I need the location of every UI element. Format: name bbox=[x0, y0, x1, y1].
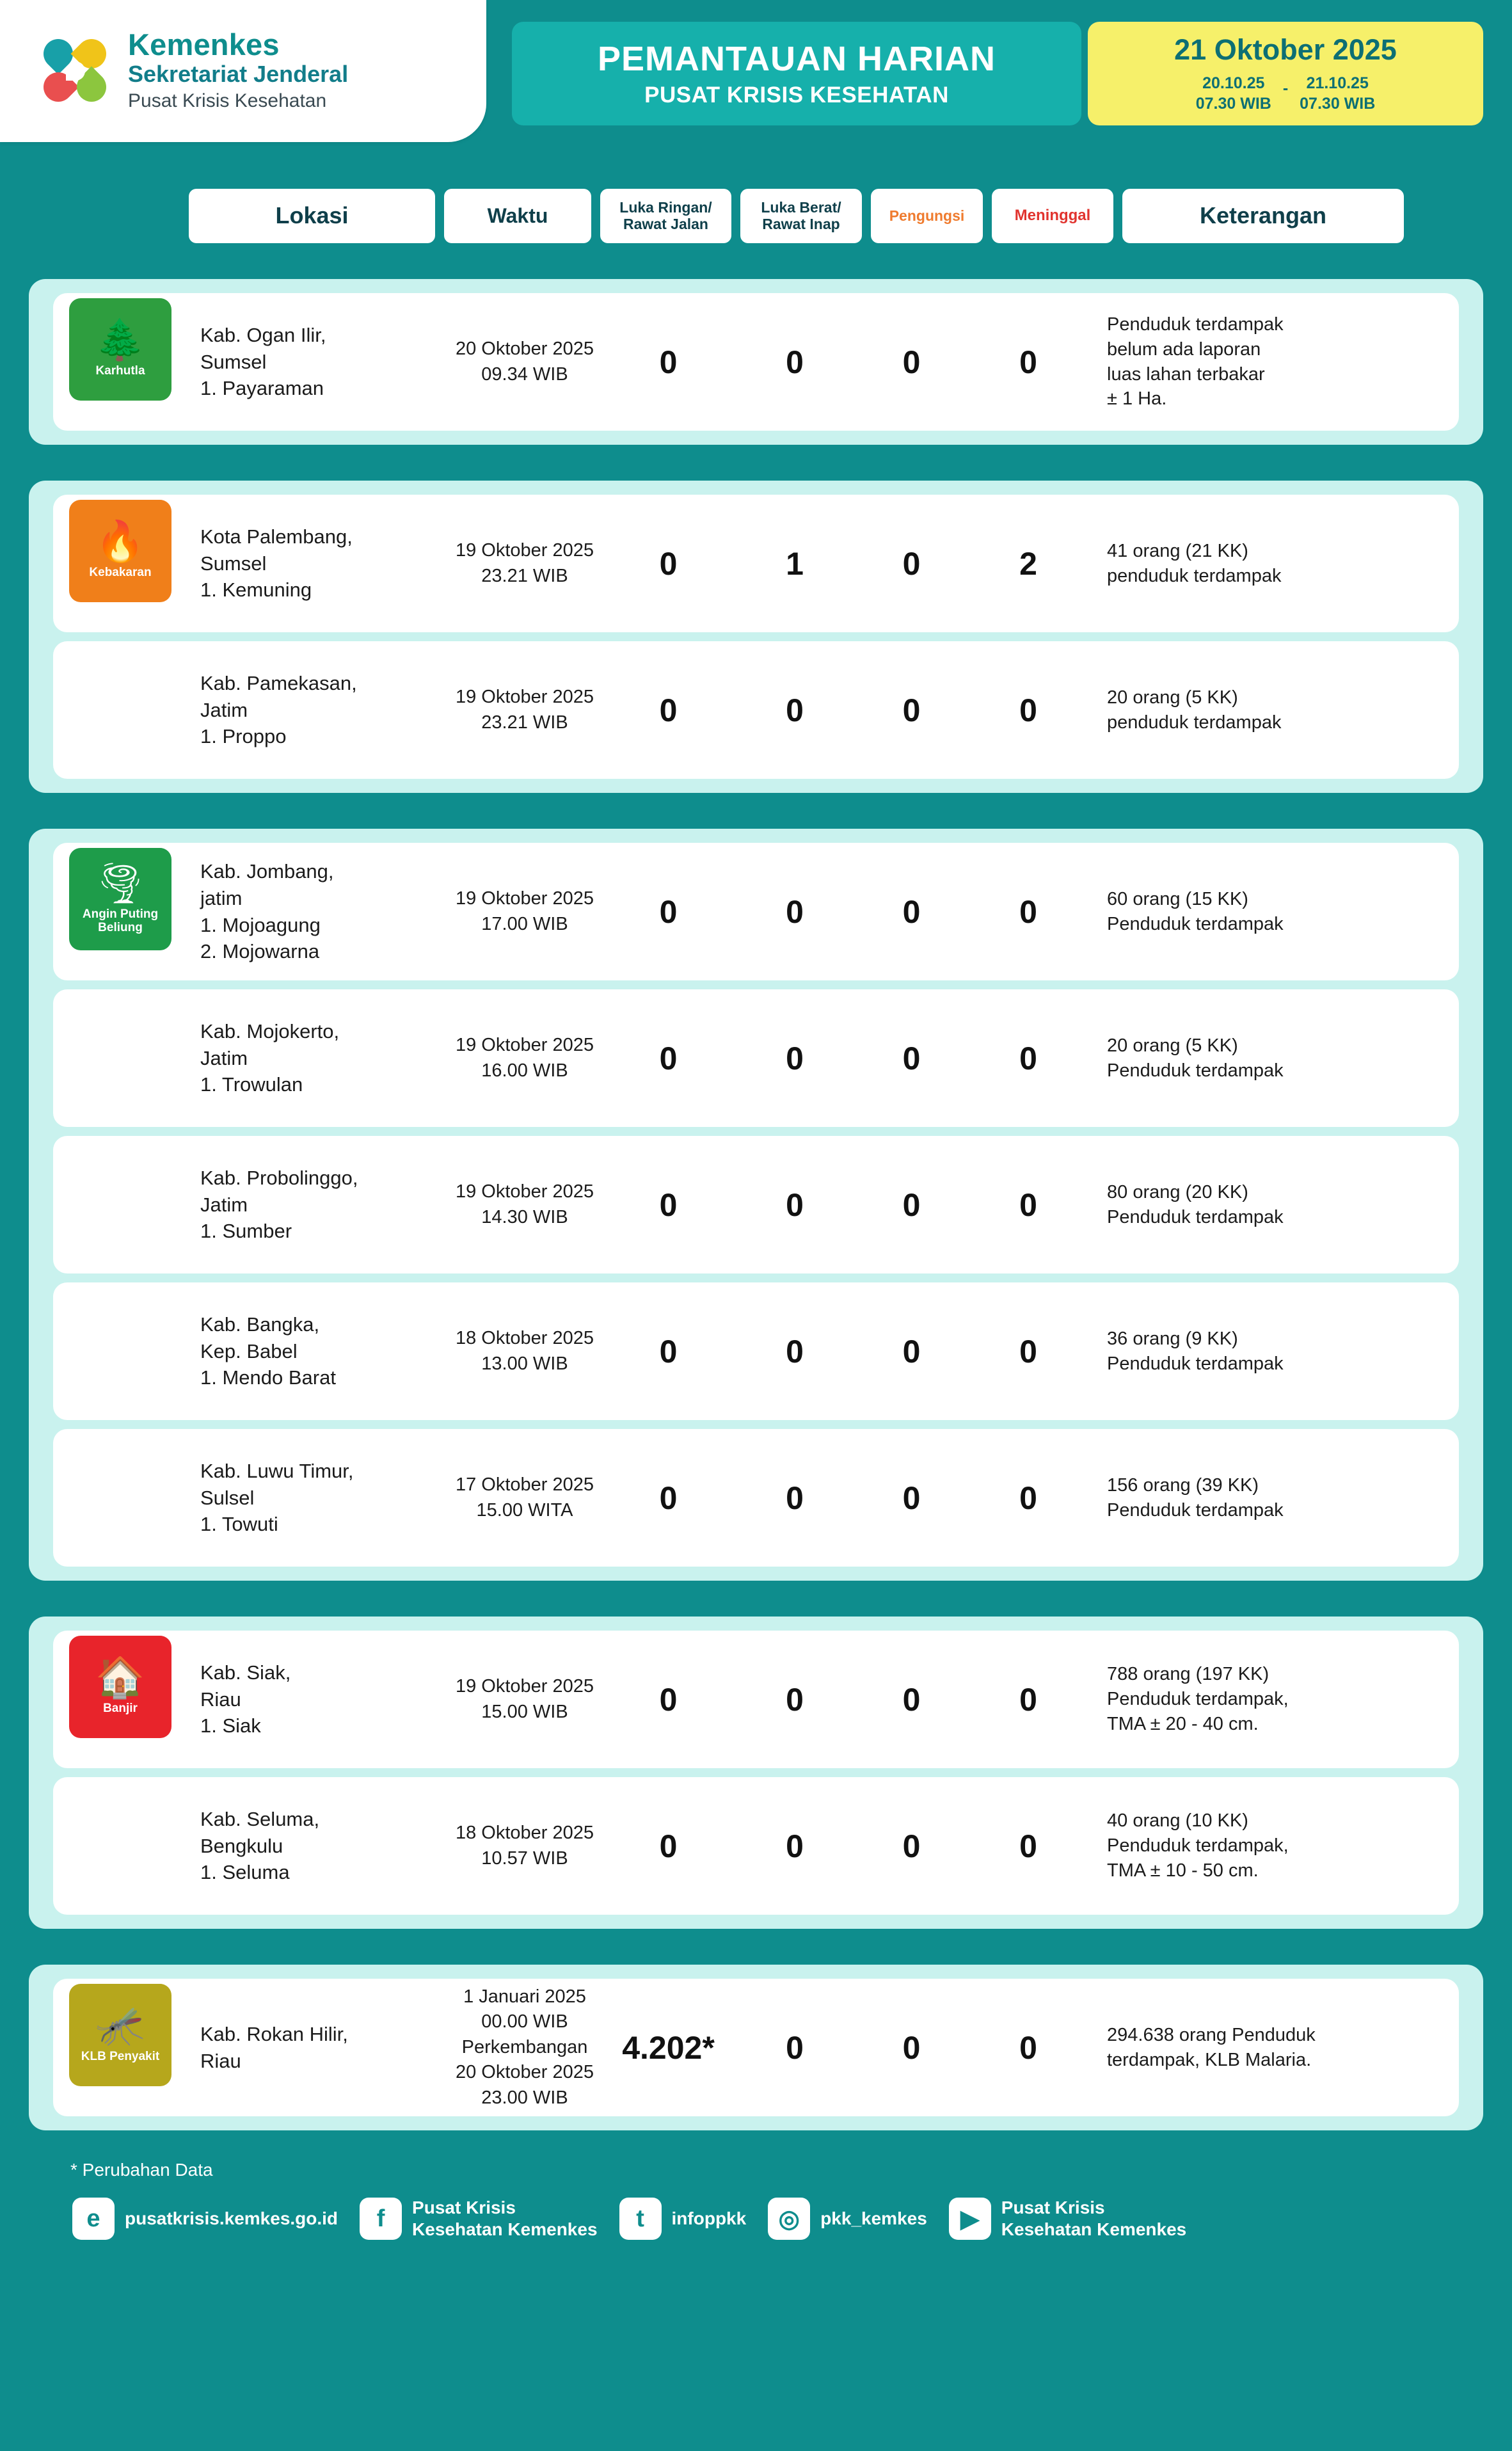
footer-item[interactable] bbox=[768, 2198, 927, 2240]
cell-keterangan bbox=[1089, 1473, 1383, 1523]
incident-group bbox=[29, 1617, 1483, 1929]
cell-luka-ringan: 0 bbox=[659, 1480, 678, 1516]
waktu-line: 20 Oktober 2025 bbox=[455, 339, 594, 360]
lokasi-line: 1. Trowulan bbox=[200, 1073, 303, 1096]
cell-luka-ringan: 4.202* bbox=[622, 2029, 715, 2066]
column-header-luka-berat-l2: Rawat Inap bbox=[762, 215, 840, 232]
waktu-line: 19 Oktober 2025 bbox=[455, 888, 594, 909]
cell-luka-berat: 0 bbox=[786, 893, 804, 930]
lokasi-line: 1. Siak bbox=[200, 1714, 261, 1737]
lokasi-line: Kab. Mojokerto, bbox=[200, 1020, 340, 1043]
keterangan-line: penduduk terdampak bbox=[1107, 712, 1282, 733]
keterangan-line: luas lahan terbakar bbox=[1107, 363, 1265, 385]
cell-lokasi bbox=[200, 1458, 447, 1538]
logo-line-1: Kemenkes bbox=[128, 28, 280, 62]
waktu-line: 17.00 WIB bbox=[481, 913, 568, 934]
waktu-line: 18 Oktober 2025 bbox=[455, 1328, 594, 1349]
cell-keterangan bbox=[1089, 1662, 1383, 1737]
cell-lokasi bbox=[200, 1806, 447, 1886]
cell-meninggal: 0 bbox=[1019, 2029, 1037, 2066]
cell-lokasi bbox=[200, 1165, 447, 1245]
waktu-line: Perkembangan bbox=[461, 2036, 588, 2057]
cell-keterangan bbox=[1089, 1327, 1383, 1377]
cell-waktu bbox=[447, 1473, 603, 1523]
table-row bbox=[53, 843, 1459, 980]
cell-lokasi bbox=[200, 523, 447, 603]
waktu-line: 23.21 WIB bbox=[481, 565, 568, 586]
cell-luka-berat: 0 bbox=[786, 344, 804, 380]
keterangan-line: 80 orang (20 KK) bbox=[1107, 1181, 1248, 1202]
table-row bbox=[53, 1631, 1459, 1768]
keterangan-line: Penduduk terdampak, bbox=[1107, 1835, 1289, 1856]
facebook-icon[interactable]: f bbox=[360, 2198, 402, 2240]
waktu-line: 10.57 WIB bbox=[481, 1848, 568, 1869]
cell-keterangan bbox=[1089, 685, 1383, 735]
lokasi-line: Jatim bbox=[200, 698, 248, 721]
cell-keterangan bbox=[1089, 1808, 1383, 1883]
group-spacer bbox=[0, 243, 1512, 279]
cell-luka-ringan: 0 bbox=[659, 1681, 678, 1718]
cell-luka-berat: 0 bbox=[786, 1480, 804, 1516]
footer-item[interactable] bbox=[360, 2197, 597, 2240]
footer-label-line: Pusat Krisis bbox=[1001, 2198, 1105, 2217]
incident-group bbox=[29, 279, 1483, 445]
lokasi-line: Kab. Probolinggo, bbox=[200, 1167, 358, 1190]
footnote: * Perubahan Data bbox=[70, 2160, 213, 2180]
cell-keterangan bbox=[1089, 2023, 1383, 2073]
lokasi-line: Kab. Siak, bbox=[200, 1661, 291, 1684]
keterangan-line: 156 orang (39 KK) bbox=[1107, 1474, 1259, 1496]
keterangan-line: 294.638 orang Penduduk bbox=[1107, 2024, 1316, 2045]
cell-meninggal: 0 bbox=[1019, 1186, 1037, 1223]
page-title bbox=[512, 22, 1081, 125]
footer-label-line: Kesehatan Kemenkes bbox=[412, 2219, 598, 2240]
keterangan-line: 36 orang (9 KK) bbox=[1107, 1328, 1238, 1349]
cell-luka-berat: 0 bbox=[786, 1333, 804, 1369]
cell-luka-berat: 0 bbox=[786, 1186, 804, 1223]
footer-label-line: pusatkrisis.kemkes.go.id bbox=[125, 2208, 338, 2229]
incident-group bbox=[29, 829, 1483, 1581]
column-header-keterangan: Keterangan bbox=[1122, 189, 1404, 243]
cell-waktu bbox=[447, 337, 603, 387]
flame-icon: 🔥 bbox=[95, 520, 145, 564]
column-header-luka-ringan-l2: Rawat Jalan bbox=[623, 215, 708, 232]
lokasi-line: Kab. Luwu Timur, bbox=[200, 1460, 354, 1483]
keterangan-line: Penduduk terdampak bbox=[1107, 314, 1284, 335]
cell-luka-berat: 0 bbox=[786, 1681, 804, 1718]
cell-pengungsi: 0 bbox=[902, 1333, 921, 1369]
waktu-line: 14.30 WIB bbox=[481, 1206, 568, 1227]
waktu-line: 19 Oktober 2025 bbox=[455, 1676, 594, 1697]
cell-meninggal: 2 bbox=[1019, 545, 1037, 582]
table-row bbox=[53, 1136, 1459, 1273]
mosquito-icon: 🦟 bbox=[95, 2004, 145, 2048]
range-end-time: 07.30 WIB bbox=[1300, 95, 1376, 113]
footer-item-label bbox=[1001, 2197, 1186, 2240]
lokasi-line: 1. Seluma bbox=[200, 1861, 290, 1884]
page-header bbox=[0, 0, 1512, 163]
footer-label-line: pkk_kemkes bbox=[820, 2208, 927, 2229]
keterangan-line: belum ada laporan bbox=[1107, 339, 1261, 360]
lokasi-line: Sulsel bbox=[200, 1486, 255, 1509]
cell-keterangan bbox=[1089, 887, 1383, 937]
column-header-pengungsi: Pengungsi bbox=[871, 189, 983, 243]
cell-lokasi bbox=[200, 1311, 447, 1391]
column-header-luka-ringan bbox=[600, 189, 731, 243]
instagram-icon[interactable]: ◎ bbox=[768, 2198, 810, 2240]
globe-icon[interactable]: e bbox=[72, 2198, 115, 2240]
group-badge-banjir bbox=[69, 1636, 171, 1738]
cell-luka-berat: 0 bbox=[786, 1828, 804, 1864]
cell-luka-berat: 1 bbox=[786, 545, 804, 582]
logo-text bbox=[128, 29, 348, 113]
cell-pengungsi: 0 bbox=[902, 344, 921, 380]
cell-pengungsi: 0 bbox=[902, 2029, 921, 2066]
waktu-line: 23.00 WIB bbox=[481, 2087, 568, 2108]
keterangan-line: Penduduk terdampak bbox=[1107, 1499, 1284, 1521]
table-row bbox=[53, 495, 1459, 632]
cell-waktu bbox=[447, 685, 603, 735]
cell-meninggal: 0 bbox=[1019, 1333, 1037, 1369]
waktu-line: 16.00 WIB bbox=[481, 1060, 568, 1081]
waktu-line: 15.00 WITA bbox=[476, 1499, 573, 1521]
lokasi-line: 1. Sumber bbox=[200, 1220, 292, 1243]
footer-item-label bbox=[820, 2208, 927, 2230]
cell-luka-ringan: 0 bbox=[659, 344, 678, 380]
keterangan-line: Penduduk terdampak, bbox=[1107, 1689, 1289, 1710]
table-row bbox=[53, 293, 1459, 431]
waktu-line: 17 Oktober 2025 bbox=[455, 1474, 594, 1496]
range-start-date: 20.10.25 bbox=[1202, 74, 1265, 92]
group-badge-label: Banjir bbox=[103, 1702, 138, 1716]
logo-card bbox=[0, 0, 486, 142]
keterangan-line: Penduduk terdampak bbox=[1107, 913, 1284, 934]
keterangan-line: 788 orang (197 KK) bbox=[1107, 1664, 1269, 1685]
cell-pengungsi: 0 bbox=[902, 1186, 921, 1223]
youtube-icon[interactable]: ▶ bbox=[949, 2198, 991, 2240]
lokasi-line: Sumsel bbox=[200, 552, 267, 575]
waktu-line: 15.00 WIB bbox=[481, 1701, 568, 1722]
column-header-luka-berat-l1: Luka Berat/ bbox=[761, 198, 841, 216]
waktu-line: 19 Oktober 2025 bbox=[455, 540, 594, 561]
incident-group bbox=[29, 481, 1483, 793]
date-range bbox=[1196, 73, 1376, 115]
cell-luka-berat: 0 bbox=[786, 2029, 804, 2066]
table-row bbox=[53, 989, 1459, 1127]
cell-luka-ringan: 0 bbox=[659, 692, 678, 728]
waktu-line: 20 Oktober 2025 bbox=[455, 2062, 594, 2083]
table-row bbox=[53, 1282, 1459, 1420]
footer-item[interactable] bbox=[619, 2198, 747, 2240]
waktu-line: 23.21 WIB bbox=[481, 712, 568, 733]
group-badge-label: Angin Puting Beliung bbox=[82, 907, 159, 934]
cell-waktu bbox=[447, 1179, 603, 1230]
table-row bbox=[53, 1777, 1459, 1915]
table-row bbox=[53, 641, 1459, 779]
footer-item-label bbox=[672, 2208, 747, 2230]
footer-item[interactable] bbox=[72, 2198, 338, 2240]
cell-waktu bbox=[447, 1033, 603, 1083]
cell-pengungsi: 0 bbox=[902, 1681, 921, 1718]
column-header-waktu: Waktu bbox=[444, 189, 591, 243]
date-panel bbox=[1088, 22, 1483, 125]
lokasi-line: Kab. Jombang, bbox=[200, 860, 334, 883]
lokasi-line: Kab. Ogan Ilir, bbox=[200, 324, 326, 347]
cell-luka-ringan: 0 bbox=[659, 545, 678, 582]
lokasi-line: Bengkulu bbox=[200, 1834, 283, 1857]
group-spacer bbox=[0, 1581, 1512, 1617]
lokasi-line: 2. Mojowarna bbox=[200, 940, 320, 963]
cell-luka-ringan: 0 bbox=[659, 893, 678, 930]
cell-luka-ringan: 0 bbox=[659, 1040, 678, 1076]
cell-meninggal: 0 bbox=[1019, 1040, 1037, 1076]
fire-forest-icon: 🌲 bbox=[95, 318, 145, 363]
table-row bbox=[53, 1429, 1459, 1567]
range-start-time: 07.30 WIB bbox=[1195, 95, 1271, 113]
lokasi-line: 1. Payaraman bbox=[200, 377, 324, 400]
keterangan-line: TMA ± 20 - 40 cm. bbox=[1107, 1713, 1259, 1734]
column-header-luka-berat bbox=[740, 189, 862, 243]
footer-item[interactable] bbox=[949, 2197, 1186, 2240]
lokasi-line: Jatim bbox=[200, 1046, 248, 1069]
incident-group bbox=[29, 1965, 1483, 2130]
waktu-line: 19 Oktober 2025 bbox=[455, 1181, 594, 1202]
lokasi-line: 1. Proppo bbox=[200, 725, 287, 748]
lokasi-line: 1. Towuti bbox=[200, 1513, 278, 1536]
waktu-line: 1 Januari 2025 bbox=[463, 1986, 586, 2007]
cell-waktu bbox=[447, 1821, 603, 1871]
cell-pengungsi: 0 bbox=[902, 545, 921, 582]
cell-meninggal: 0 bbox=[1019, 1681, 1037, 1718]
cell-lokasi bbox=[200, 670, 447, 750]
incident-groups bbox=[0, 243, 1512, 2130]
tornado-icon: 🌪 bbox=[95, 861, 146, 906]
cell-waktu bbox=[447, 1674, 603, 1725]
cell-waktu bbox=[447, 886, 603, 937]
cell-luka-ringan: 0 bbox=[659, 1333, 678, 1369]
footer-item-label bbox=[412, 2197, 597, 2240]
cell-luka-berat: 0 bbox=[786, 1040, 804, 1076]
footer-label-line: infoppkk bbox=[671, 2208, 747, 2229]
waktu-line: 09.34 WIB bbox=[481, 363, 568, 385]
cell-lokasi bbox=[200, 858, 447, 964]
group-spacer bbox=[0, 1929, 1512, 1965]
keterangan-line: penduduk terdampak bbox=[1107, 565, 1282, 586]
cell-luka-ringan: 0 bbox=[659, 1828, 678, 1864]
lokasi-line: Kab. Rokan Hilir, bbox=[200, 2022, 348, 2045]
waktu-line: 00.00 WIB bbox=[481, 2011, 568, 2032]
column-header-luka-ringan-l1: Luka Ringan/ bbox=[619, 198, 712, 216]
cell-pengungsi: 0 bbox=[902, 1480, 921, 1516]
report-date: 21 Oktober 2025 bbox=[1174, 33, 1397, 66]
group-spacer bbox=[0, 793, 1512, 829]
footer-label-line: Pusat Krisis bbox=[412, 2198, 516, 2217]
range-end-date: 21.10.25 bbox=[1306, 74, 1369, 92]
cell-pengungsi: 0 bbox=[902, 692, 921, 728]
waktu-line: 13.00 WIB bbox=[481, 1353, 568, 1374]
cell-meninggal: 0 bbox=[1019, 1828, 1037, 1864]
keterangan-line: terdampak, KLB Malaria. bbox=[1107, 2049, 1312, 2070]
cell-waktu bbox=[447, 1326, 603, 1377]
cell-waktu bbox=[447, 538, 603, 589]
keterangan-line: Penduduk terdampak bbox=[1107, 1353, 1284, 1374]
group-spacer bbox=[0, 445, 1512, 481]
lokasi-line: Kab. Seluma, bbox=[200, 1808, 320, 1831]
cell-meninggal: 0 bbox=[1019, 893, 1037, 930]
group-badge-label: Kebakaran bbox=[89, 566, 152, 580]
waktu-line: 18 Oktober 2025 bbox=[455, 1823, 594, 1844]
cell-pengungsi: 0 bbox=[902, 1828, 921, 1864]
column-header-meninggal: Meninggal bbox=[992, 189, 1113, 243]
cell-meninggal: 0 bbox=[1019, 692, 1037, 728]
group-badge-angin-puting-beliung bbox=[69, 848, 171, 950]
waktu-line: 19 Oktober 2025 bbox=[455, 1035, 594, 1056]
keterangan-line: 20 orang (5 KK) bbox=[1107, 687, 1238, 708]
lokasi-line: Sumsel bbox=[200, 350, 267, 373]
logo-line-3: Pusat Krisis Kesehatan bbox=[128, 90, 327, 111]
waktu-line: 19 Oktober 2025 bbox=[455, 687, 594, 708]
title-main: PEMANTAUAN HARIAN bbox=[598, 40, 996, 78]
footer-label-line: Kesehatan Kemenkes bbox=[1001, 2219, 1187, 2240]
keterangan-line: ± 1 Ha. bbox=[1107, 388, 1167, 410]
cell-meninggal: 0 bbox=[1019, 1480, 1037, 1516]
kemenkes-logo-icon bbox=[40, 35, 111, 107]
lokasi-line: Jatim bbox=[200, 1193, 248, 1216]
cell-meninggal: 0 bbox=[1019, 344, 1037, 380]
group-badge-karhutla bbox=[69, 298, 171, 401]
group-badge-klb-penyakit bbox=[69, 1984, 171, 2086]
lokasi-line: jatim bbox=[200, 886, 243, 909]
twitter-icon[interactable]: t bbox=[619, 2198, 662, 2240]
lokasi-line: Riau bbox=[200, 1688, 241, 1711]
cell-pengungsi: 0 bbox=[902, 893, 921, 930]
lokasi-line: 1. Kemuning bbox=[200, 579, 312, 602]
lokasi-line: Kab. Pamekasan, bbox=[200, 672, 357, 695]
cell-luka-ringan: 0 bbox=[659, 1186, 678, 1223]
logo-line-2: Sekretariat Jenderal bbox=[128, 61, 349, 88]
keterangan-line: 41 orang (21 KK) bbox=[1107, 540, 1248, 561]
keterangan-line: 60 orang (15 KK) bbox=[1107, 888, 1248, 909]
flood-house-icon: 🏠 bbox=[95, 1656, 145, 1700]
title-sub: PUSAT KRISIS KESEHATAN bbox=[644, 83, 949, 108]
keterangan-line: 20 orang (5 KK) bbox=[1107, 1035, 1238, 1056]
lokasi-line: Kab. Bangka, bbox=[200, 1313, 320, 1336]
table-row bbox=[53, 1979, 1459, 2116]
keterangan-line: Penduduk terdampak bbox=[1107, 1206, 1284, 1227]
lokasi-line: 1. Mojoagung bbox=[200, 913, 321, 936]
cell-keterangan bbox=[1089, 539, 1383, 589]
cell-lokasi bbox=[200, 1018, 447, 1098]
lokasi-line: 1. Mendo Barat bbox=[200, 1366, 336, 1389]
footer-item-label bbox=[125, 2208, 338, 2230]
cell-lokasi bbox=[200, 2021, 447, 2074]
cell-pengungsi: 0 bbox=[902, 1040, 921, 1076]
keterangan-line: Penduduk terdampak bbox=[1107, 1060, 1284, 1081]
keterangan-line: 40 orang (10 KK) bbox=[1107, 1810, 1248, 1832]
table-column-headers bbox=[29, 189, 1483, 243]
column-header-lokasi: Lokasi bbox=[189, 189, 435, 243]
keterangan-line: TMA ± 10 - 50 cm. bbox=[1107, 1860, 1259, 1881]
lokasi-line: Kota Palembang, bbox=[200, 525, 353, 548]
group-badge-label: KLB Penyakit bbox=[81, 2050, 160, 2064]
footer-links bbox=[29, 2197, 1483, 2240]
range-dash: - bbox=[1282, 79, 1289, 97]
lokasi-line: Kep. Babel bbox=[200, 1339, 298, 1362]
cell-waktu bbox=[447, 1984, 603, 2111]
cell-luka-berat: 0 bbox=[786, 692, 804, 728]
group-badge-label: Karhutla bbox=[95, 364, 145, 378]
cell-keterangan bbox=[1089, 1034, 1383, 1083]
cell-keterangan bbox=[1089, 312, 1383, 411]
cell-lokasi bbox=[200, 1659, 447, 1739]
group-badge-kebakaran bbox=[69, 500, 171, 602]
cell-keterangan bbox=[1089, 1180, 1383, 1230]
lokasi-line: Riau bbox=[200, 2049, 241, 2072]
cell-lokasi bbox=[200, 322, 447, 402]
